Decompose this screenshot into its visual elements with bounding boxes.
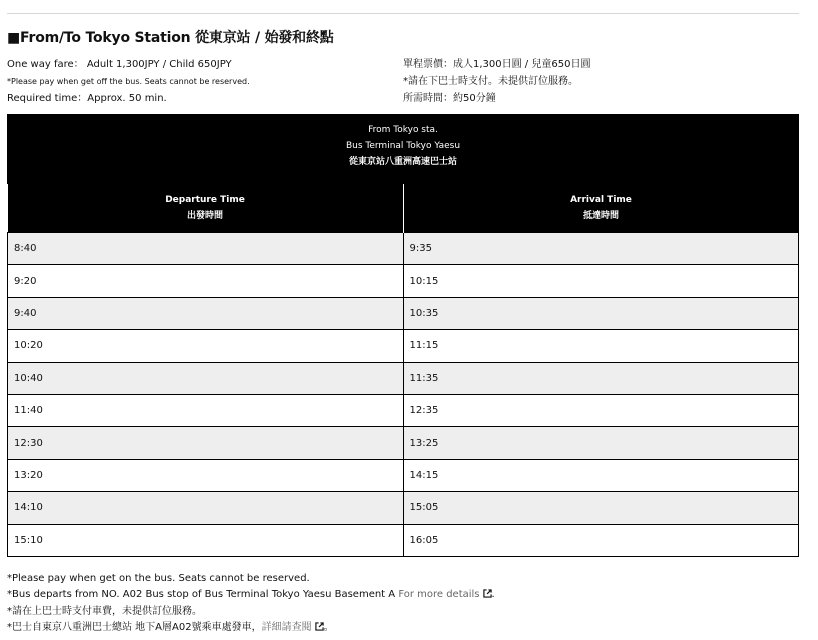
departure-cell: 9:20 xyxy=(8,265,404,297)
departure-header-zh: 出發時間 xyxy=(186,211,223,221)
table-row xyxy=(8,265,799,297)
departure-header xyxy=(8,184,404,233)
note-stop-zh-text: *巴士自東京八重洲巴士總站 地下A層A02號乘車處發車， xyxy=(7,622,262,633)
departure-cell: 12:30 xyxy=(8,427,404,459)
table-row xyxy=(8,330,799,362)
pay-note-zh: *請在下巴士時支付。未提供訂位服務。 xyxy=(403,76,578,87)
departure-cell: 13:20 xyxy=(8,459,404,491)
departure-cell: 8:40 xyxy=(8,233,404,265)
note-pay-zh: *請在上巴士時支付車費，未提供訂位服務。 xyxy=(7,606,202,617)
note-stop-zh xyxy=(7,620,495,637)
table-row xyxy=(8,427,799,459)
departure-cell: 9:40 xyxy=(8,297,404,329)
departure-cell: 14:10 xyxy=(8,492,404,524)
arrival-header-en: Arrival Time xyxy=(570,195,632,205)
required-time-zh: 所需時間：約50分鐘 xyxy=(403,93,496,104)
departure-cell: 10:40 xyxy=(8,362,404,394)
timetable xyxy=(7,184,799,557)
note-stop-en-text: *Bus departs from NO. A02 Bus stop of Bus Terminal Tokyo Yaesu Basement A xyxy=(7,589,396,600)
external-link-icon[interactable] xyxy=(483,588,492,604)
arrival-cell: 16:05 xyxy=(403,524,799,556)
arrival-cell: 14:15 xyxy=(403,459,799,491)
route-from: From Tokyo sta. xyxy=(368,125,438,135)
top-divider xyxy=(7,13,799,14)
fare-en: One way fare： Adult 1,300JPY / Child 650JPY xyxy=(7,59,232,70)
route-header xyxy=(7,114,799,184)
timetable-header-row xyxy=(8,184,799,233)
table-row xyxy=(8,459,799,491)
table-row xyxy=(8,362,799,394)
arrival-cell: 15:05 xyxy=(403,492,799,524)
arrival-cell: 11:15 xyxy=(403,330,799,362)
table-row xyxy=(8,297,799,329)
note-pay-en: *Please pay when get on the bus. Seats cannot be reserved. xyxy=(7,573,310,584)
external-link-icon[interactable] xyxy=(315,621,324,637)
page-title: ■From/To Tokyo Station 從東京站 / 始發和終點 xyxy=(7,30,334,46)
required-time-en: Required time：Approx. 50 min. xyxy=(7,93,167,104)
departure-cell: 11:40 xyxy=(8,394,404,426)
arrival-cell: 11:35 xyxy=(403,362,799,394)
arrival-cell: 9:35 xyxy=(403,233,799,265)
info-english xyxy=(7,56,250,107)
note-stop-en-end: . xyxy=(491,589,495,600)
info-chinese xyxy=(403,56,590,107)
table-row xyxy=(8,524,799,556)
table-row xyxy=(8,394,799,426)
footnotes xyxy=(7,571,495,637)
pay-note-en: *Please pay when get off the bus. Seats cannot be reserved. xyxy=(7,77,250,86)
more-details-link[interactable]: For more details xyxy=(398,589,480,600)
more-details-link-zh[interactable]: 詳細請查閱 xyxy=(261,622,312,633)
route-terminal: Bus Terminal Tokyo Yaesu xyxy=(345,141,461,151)
arrival-cell: 13:25 xyxy=(403,427,799,459)
arrival-header-zh: 抵達時間 xyxy=(582,211,619,221)
arrival-header xyxy=(403,184,799,233)
arrival-cell: 12:35 xyxy=(403,394,799,426)
departure-cell: 10:20 xyxy=(8,330,404,362)
arrival-cell: 10:35 xyxy=(403,297,799,329)
departure-header-en: Departure Time xyxy=(165,195,245,205)
note-stop-en xyxy=(7,587,495,604)
route-terminal-zh: 從東京站八重洲高速巴士站 xyxy=(348,157,457,167)
table-row xyxy=(8,233,799,265)
departure-cell: 15:10 xyxy=(8,524,404,556)
arrival-cell: 10:15 xyxy=(403,265,799,297)
table-row xyxy=(8,492,799,524)
fare-zh: 單程票價：成人1,300日圓 / 兒童650日圓 xyxy=(403,59,591,70)
note-stop-zh-end: 。 xyxy=(323,622,334,633)
